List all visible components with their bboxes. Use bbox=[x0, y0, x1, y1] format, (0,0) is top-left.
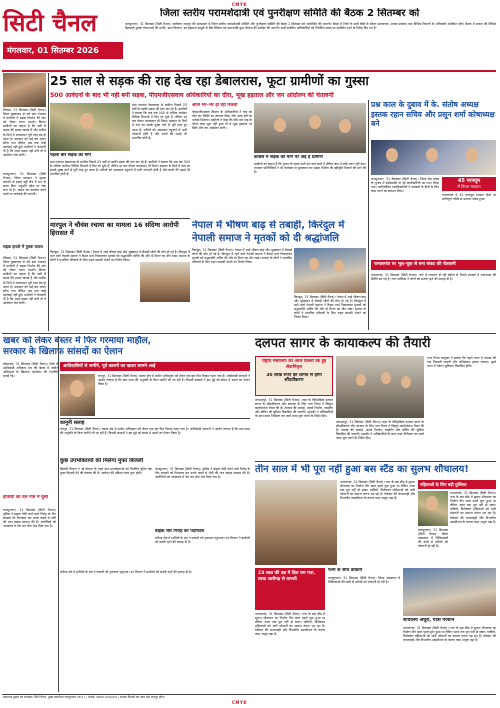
crime-side-text: जशपुरनगर, 31 सितम्बर (सिटी चैनल)। पुलिस ने बाइक चोरी करने वाले गिरोह के तीन सदस्यों को गिरफ्तार कर उनके कब्जे से चोरी की पांच बाइक बरामद की हैं। आरोपियों को न्यायालय में पेश कर जेल भेज दिया गया है। bbox=[3, 508, 56, 529]
lead-photo-2 bbox=[254, 103, 366, 153]
footer-imprint: प्रकाशक मुद्रक एवं संपादक: सिटी चैनल, मुख्य कार्यालय जशपुरनगर (छ.ग.) | संपर्क: 9893 XXXXXX | समस्त विवादों का न्याय क्षेत्र जशपुर होगा। bbox=[3, 695, 165, 699]
nepal-text-2: किरंदुल, 31 सितम्बर (सिटी चैनल)। नेपाल में आई भीषण बाढ़ और भूस्खलन में सैकड़ों लोगों की मौत हो गई है। किरंदुल में रहने वाले नेपाली समाज ने कैंडल मार्च निकालकर मृतकों को श्रद्धांजलि अर्पित की और दो मिनट का मौन रखा। समाज के लोगों ने प्रभावित परिवारों के लिए राहत सामग्री भेजने का निर्णय लिया। bbox=[294, 295, 366, 320]
dalpat-right-text: नगर निगम आयुक्त ने बताया कि पहले चरण में तालाब की गाद निकाली जाएगी और अतिक्रमण हटाया जाएगा। दूसरे चरण में पर्यटन सुविधाएं विकसित होंगी। bbox=[427, 356, 496, 369]
bus-headline: तीन साल में भी पूरा नहीं हुआ बस स्टैंड का सुलभ शौचालय! bbox=[255, 464, 469, 475]
lead-headline: 25 साल से सड़क की राह देख रहा डेबालरास, फूटा ग्रामीणों का गुस्सा bbox=[50, 73, 369, 88]
lead-col2-headline: आज भर–भर हो रही रिकवी bbox=[192, 103, 238, 108]
bus-sub-headline: शौचालय अधूरा, यात्री परेशान bbox=[403, 618, 455, 623]
paper-name: सिटी चैनल bbox=[3, 8, 97, 37]
crime-mid-text: बिजली विभाग ने नई योजना के तहत पात्र उपभोक्ताओं को निर्धारित यूनिट तक मुफ्त बिजली देने की घोषणा की है। आवेदन की प्रक्रिया जल्द शुरू होगी। bbox=[60, 467, 152, 476]
right-badge-text: पत्थलगांव में 45 परफ्यूम मतदान केंद्रों पर शांतिपूर्ण तरीके से मतदान संपन्न हुआ। bbox=[442, 193, 496, 202]
left-sub-a: सड़क हादसे में युवक घायल bbox=[3, 244, 43, 249]
crime-headline: बाइक चोर गिरोह का पर्दाफाश bbox=[155, 529, 205, 534]
dalpat-text-2: जगदलपुर, 31 सितम्बर (सिटी चैनल)। शहर के ऐतिहासिक दलपत सागर के सौंदर्यीकरण और संरक्षण के लिए नगर निगम ने विस्तृत कार्ययोजना तैयार की है। तालाब की सफाई, पाथवे निर्माण, लाइटिंग और बोटिंग की सुविधा विकसित की जाएगी। महापौर ने अधिकारियों के साथ स्थल निरीक्षण कर कार्य जल्द शुरू करने के निर्देश दिए। bbox=[336, 420, 424, 441]
nepal-photo bbox=[294, 248, 366, 293]
bastar-text-2: रायपुर, 31 सितम्बर (सिटी चैनल)। बस्तर क्षेत्र में जमीन अधिग्रहण को लेकर एक बार फिर विवाद गहरा गया है। आदिवासी संगठनों ने आरोप लगाया है कि ग्राम सभा की अनुमति के बिना जमीनें ली जा रही हैं। विपक्षी सांसदों ने इस मुद्दे को संसद में उठाने का ऐलान किया है। bbox=[60, 427, 250, 436]
bastar-side-text: कोंडागांव, 31 सितम्बर (सिटी चैनल)। जिले में आदिवासी अधिकार मंच की बैठक में जमीन अधिग्रहण के खिलाफ आंदोलन की रणनीति बनाई गई। bbox=[3, 362, 58, 379]
bus-photo-left bbox=[255, 480, 337, 565]
left-photo bbox=[3, 73, 46, 107]
suspects-box bbox=[50, 218, 190, 248]
crime-mid-headline: कुछ उपभोक्तायों को मिलेगा मुफ्त बिजली bbox=[60, 458, 144, 464]
bus-text: पत्थलगांव, 31 सितम्बर (सिटी चैनल)। नगर के बस स्टैंड में सुलभ शौचालय का निर्माण तीन साल पहले शुरू हुआ था लेकिन आज तक पूरा नहीं हो सका। यात्रियों, विशेषकर महिलाओं को भारी परेशानी का सामना करना पड़ रहा है। ठेकेदार की लापरवाही और विभागीय उदासीनता के कारण काम अधूरा पड़ा है। bbox=[340, 480, 415, 501]
dalpat-sub-headline: राष्ट्रीय मेंबरशिप को आज दिल्ली कि हुई सेवानिवृत्त bbox=[261, 359, 327, 370]
bus-right-text-2: जशपुरनगर, 31 सितम्बर (सिटी चैनल)। जिला अस्पताल में चिकित्सकों की कमी से मरीजों को परेशानी हो रही है। bbox=[418, 528, 448, 549]
bus-box bbox=[255, 568, 325, 610]
bastar-box-title: कानूनी सलाह bbox=[60, 420, 85, 426]
left-intro-text: रविवार, 31 सितम्बर (सिटी चैनल)। जिला मुख्यालय से लगे ग्राम पंचायत में ग्रामीणों ने सड़क निर्माण की मांग को लेकर धरना प्रदर्शन किया। ग्रामीणों का कहना है कि वर्षों से सड़क की हालत खराब है और बारिश के दिनों में आवागमन पूरी तरह बंद हो जाता है। प्रशासन को कई बार ज्ञापन सौंपा गया लेकिन अब तक कोई कार्रवाई नहीं हुई। ग्रामीणों ने चेतावनी दी है कि जल्द सड़क नहीं बनी तो वे आंदोलन तेज करेंगे। bbox=[3, 108, 46, 158]
masthead-rule bbox=[2, 70, 496, 72]
cmyk-mark-top: CMYK bbox=[232, 2, 247, 7]
right-top-headline: प्रश्न काल के दुबाव में के. संतोष अध्यक्ष इस्तक रहान सचिव और प्रसून शर्मा कोषाध्यक्ष बने bbox=[371, 100, 495, 128]
lead-subhead: 500 आवेदनों के बाद भी नहीं बनी सड़क, पीएमजीएसवाय अधिकारियों का दौरा, भूख हड़ताल और जन आंदोलन की चेतावनी bbox=[50, 92, 334, 99]
bus-mid-headline: पत्नी के साथ डॉक्टरी bbox=[328, 568, 363, 573]
suspects-text: किरंदुल, 31 सितम्बर (सिटी चैनल)। नेपाल में आई भीषण बाढ़ और भूस्खलन में सैकड़ों लोगों की मौत हो गई है। किरंदुल में रहने वाले नेपाली समाज ने कैंडल मार्च निकालकर मृतकों को श्रद्धांजलि अर्पित की और दो मिनट का मौन रखा। समाज के लोगों ने प्रभावित परिवारों के लिए राहत सामग्री भेजने का निर्णय लिया। bbox=[50, 250, 190, 263]
lead-col2-text: पीएमजीएसवाय विभाग के अधिकारियों ने गांव का दौरा कर स्थिति का जायजा लिया और जल्द सर्वे का भरोसा दिलाया। ग्रामीणों ने कहा कि यदि एक माह के भीतर काम शुरू नहीं हुआ तो वे भूख हड़ताल पर बैठेंगे और जन आंदोलन करेंगे। bbox=[192, 110, 252, 131]
top-text: जशपुरनगर, 31 सितम्बर (सिटी चैनल)। कलेक्टर जशपुर की अध्यक्षता में जिला स्तरीय परामर्शदात्री समिति और पुनरीक्षण समिति की बैठक 2 सितम्बर को आयोजित की जाएगी। बैठक में जिले के सभी बैंकों के जिला समन्वयक, शाखा प्रबंधक तथा विभिन्न विभागों के अधिकारी उपस्थित रहेंगे। बैठक में शासन की विभिन्न हितग्राही मूलक योजनाओं की प्रगति, ऋण वितरण, स्व सहायता समूहों के बैंक लिंकेज एवं प्रधानमंत्री मुद्रा योजना की समीक्षा की जाएगी। सभी संबंधित अधिकारियों को निर्धारित समय पर उपस्थित रहने के निर्देश दिए गए हैं। bbox=[125, 22, 496, 31]
left-sub-a-text: रविवार, 31 सितम्बर (सिटी चैनल)। जिला मुख्यालय से लगे ग्राम पंचायत में ग्रामीणों ने सड़क निर्माण की मांग को लेकर धरना प्रदर्शन किया। ग्रामीणों का कहना है कि वर्षों से सड़क की हालत खराब है और बारिश के दिनों में आवागमन पूरी तरह बंद हो जाता है। प्रशासन को कई बार ज्ञापन सौंपा गया लेकिन अब तक कोई कार्रवाई नहीं हुई। ग्रामीणों ने चेतावनी दी है कि जल्द सड़क नहीं बनी तो वे आंदोलन तेज करेंगे। bbox=[3, 256, 46, 306]
bus-right-text: पत्थलगांव, 31 सितम्बर (सिटी चैनल)। नगर के बस स्टैंड में सुलभ शौचालय का निर्माण तीन साल पहले शुरू हुआ था लेकिन आज तक पूरा नहीं हो सका। यात्रियों, विशेषकर महिलाओं को भारी परेशानी का सामना करना पड़ रहा है। ठेकेदार की लापरवाही और विभागीय उदासीनता के कारण काम अधूरा पड़ा है। bbox=[450, 491, 496, 524]
suspects-headline: मारपुल ने चौवंश रचाया का मामला 16 संदिग्ध आरोपी हिरासत में bbox=[50, 221, 179, 237]
nepal-headline: नेपाल में भीषण बाढ़ से तबाही, किरंदुल में नेपाली समाज ने मृतकों को दी श्रद्धांजलि bbox=[192, 220, 345, 244]
lower-left-rule bbox=[58, 336, 59, 692]
bus-lower-text: पत्थलगांव, 31 सितम्बर (सिटी चैनल)। नगर के बस स्टैंड में सुलभ शौचालय का निर्माण तीन साल पहले शुरू हुआ था लेकिन आज तक पूरा नहीं हो सका। यात्रियों, विशेषकर महिलाओं को भारी परेशानी का सामना करना पड़ रहा है। ठेकेदार की लापरवाही और विभागीय उदासीनता के कारण काम अधूरा पड़ा है। bbox=[255, 612, 325, 637]
crime-side-headline: हाथियों का दल गांव में घुसा bbox=[3, 495, 49, 500]
crime-text-2: बगीचा क्षेत्र में हाथियों के दल ने फसलों को नुकसान पहुंचाया। वन विभाग ने ग्रामीणों को सतर्क रहने की सलाह दी है। bbox=[155, 536, 250, 545]
dalpat-photo bbox=[336, 356, 424, 418]
cmyk-mark-bottom: CMYK bbox=[232, 700, 247, 705]
nepal-text: किरंदुल, 31 सितम्बर (सिटी चैनल)। नेपाल में आई भीषण बाढ़ और भूस्खलन में सैकड़ों लोगों की मौत हो गई है। किरंदुल में रहने वाले नेपाली समाज ने कैंडल मार्च निकालकर मृतकों को श्रद्धांजलि अर्पित की और दो मिनट का मौन रखा। समाज के लोगों ने प्रभावित परिवारों के लिए राहत सामग्री भेजने का निर्णय लिया। bbox=[192, 248, 292, 265]
bastar-subhead: आदिवासियों से जमीनें, पूर्व कलमों का खतरा सामने आई bbox=[60, 362, 250, 371]
lead-col3-text: ग्रामीणों का कहना है कि चुनाव के समय सभी दल वादे करते हैं लेकिन बाद में कोई ध्यान नहीं देता। पंचायत प्रतिनिधियों ने भी कलेक्टर से मुलाकात कर सड़क निर्माण की स्वीकृति दिलाने की मांग की है। bbox=[254, 162, 366, 175]
lead-col1-text: ग्राम पंचायत डेबालरास के ग्रामीण पिछले 25 वर्षों से पक्की सड़क की मांग कर रहे हैं। ग्रामीणों ने बताया कि अब तक 500 से अधिक आवेदन विभिन्न विभागों में दिए जा चुके हैं, लेकिन हर बार केवल आश्वासन ही मिला। बरसात के दिनों में गांव का संपर्क मुख्य मार्ग से पूरी तरह टूट जाता है। मरीजों को अस्पताल पहुंचाने में भारी परेशानी होती है और बच्चों की पढ़ाई भी प्रभावित होती है। bbox=[50, 160, 190, 177]
bastar-box bbox=[60, 418, 250, 427]
pathalgaon-headline: पत्थलगांव पर भूल–चूक से बना संकट की चेतावनी bbox=[371, 260, 496, 270]
dalpat-box bbox=[255, 356, 333, 396]
bus-banner: महिलाओं के लिए बड़ी मुश्किल bbox=[418, 480, 496, 489]
dalpat-box-headline: 30 लाख रुपए की लागत से होगा सौंदर्यीकरण bbox=[266, 372, 322, 384]
left-more-text: जशपुरनगर, 31 सितम्बर (सिटी चैनल)। जिला प्रशासन ने सुरक्षा कारणों से हवाई पट्टी क्षेत्र में रात के समय बिना अनुमति प्रवेश पर रोक लगा दी है। आदेश का उल्लंघन करने वालों पर कार्रवाई की जाएगी। bbox=[3, 172, 46, 197]
pathalgaon-text: पत्थलगांव, 31 सितम्बर (सिटी चैनल)। नगर में लगातार हो रही बारिश से निचले इलाकों में जलभराव की स्थिति बन गई है। नगर पालिका ने लोगों को सतर्क रहने की सलाह दी है। bbox=[371, 273, 496, 282]
date-line: मंगलवार, 01 सितम्बर 2026 bbox=[3, 42, 123, 59]
bus-box-text: 23 साल की उम्र में दिल थम गया, लाख अलीगढ़ से वापसी bbox=[258, 571, 316, 582]
right-top-photo bbox=[371, 140, 496, 175]
suspects-photo bbox=[140, 262, 190, 302]
dalpat-text: जगदलपुर, 31 सितम्बर (सिटी चैनल)। शहर के ऐतिहासिक दलपत सागर के सौंदर्यीकरण और संरक्षण के लिए नगर निगम ने विस्तृत कार्ययोजना तैयार की है। तालाब की सफाई, पाथवे निर्माण, लाइटिंग और बोटिंग की सुविधा विकसित की जाएगी। महापौर ने अधिकारियों के साथ स्थल निरीक्षण कर कार्य जल्द शुरू करने के निर्देश दिए। bbox=[255, 398, 333, 419]
crime-text: जशपुरनगर, 31 सितम्बर (सिटी चैनल)। पुलिस ने बाइक चोरी करने वाले गिरोह के तीन सदस्यों को गिरफ्तार कर उनके कब्जे से चोरी की पांच बाइक बरामद की हैं। आरोपियों को न्यायालय में पेश कर जेल भेज दिया गया है। bbox=[155, 467, 250, 480]
right-badge bbox=[442, 177, 496, 191]
masthead bbox=[3, 8, 123, 68]
bastar-text: रायपुर, 31 सितम्बर (सिटी चैनल)। बस्तर क्षेत्र में जमीन अधिग्रहण को लेकर एक बार फिर विवाद गहरा गया है। आदिवासी संगठनों ने आरोप लगाया है कि ग्राम सभा की अनुमति के बिना जमीनें ली जा रही हैं। विपक्षी सांसदों ने इस मुद्दे को संसद में उठाने का ऐलान किया है। bbox=[98, 374, 250, 387]
lead-col3-headline: कांग्रेस में सड़क की मांग पर अड़े हैं ग्रामीण bbox=[254, 155, 323, 160]
top-headline: जिला स्तरीय परामर्शदात्री एवं पुनरीक्षण समिति की बैठक 2 सितम्बर को bbox=[160, 8, 420, 19]
bastar-headline: खबर को लेकर बस्तर में फिर गरमाया माहौल, सरकार के खिलाफ सांसदों का ऐलान bbox=[3, 336, 152, 357]
mid-rule bbox=[2, 333, 496, 334]
lead-photo-1 bbox=[50, 103, 130, 151]
lead-col1-text-a: ग्राम पंचायत डेबालरास के ग्रामीण पिछले 25 वर्षों से पक्की सड़क की मांग कर रहे हैं। ग्रामीणों ने बताया कि अब तक 500 से अधिक आवेदन विभिन्न विभागों में दिए जा चुके हैं, लेकिन हर बार केवल आश्वासन ही मिला। बरसात के दिनों में गांव का संपर्क मुख्य मार्ग से पूरी तरह टूट जाता है। मरीजों को अस्पताल पहुंचाने में भारी परेशानी होती है और बच्चों की पढ़ाई भी प्रभावित होती है। bbox=[132, 103, 187, 140]
lead-col1-headline: पहली बार सड़क की मांग bbox=[50, 153, 91, 158]
right-top-text: जशपुरनगर, 31 सितम्बर (सिटी चैनल)। जिला प्रेस क्लब के चुनाव में सर्वसम्मति से नई कार्यकारिणी का गठन किया गया। नवनिर्वाचित पदाधिकारियों ने पत्रकारों के हितों के लिए काम करने का संकल्प लिया। bbox=[371, 177, 439, 194]
left-col-rule bbox=[48, 73, 49, 331]
right-badge-sub: में निगल मतदान bbox=[457, 184, 481, 189]
right-col-rule bbox=[368, 100, 369, 330]
dalpat-headline: दलपत सागर के कायाकल्प की तैयारी bbox=[255, 336, 431, 351]
bus-rule bbox=[255, 461, 496, 462]
bus-portrait bbox=[418, 491, 448, 526]
right-badge-title: 45 परफ्यूम bbox=[457, 178, 481, 184]
bus-mid-text: जशपुरनगर, 31 सितम्बर (सिटी चैनल)। जिला अस्पताल में चिकित्सकों की कमी से मरीजों को परेशानी हो रही है। bbox=[328, 576, 400, 585]
bus-right-lower-text: पत्थलगांव, 31 सितम्बर (सिटी चैनल)। नगर के बस स्टैंड में सुलभ शौचालय का निर्माण तीन साल पहले शुरू हुआ था लेकिन आज तक पूरा नहीं हो सका। यात्रियों, विशेषकर महिलाओं को भारी परेशानी का सामना करना पड़ रहा है। ठेकेदार की लापरवाही और विभागीय उदासीनता के कारण काम अधूरा पड़ा है। bbox=[403, 626, 496, 643]
crime-lower-text: बगीचा क्षेत्र में हाथियों के दल ने फसलों को नुकसान पहुंचाया। वन विभाग ने ग्रामीणों को सतर्क रहने की सलाह दी है। bbox=[60, 570, 192, 574]
bastar-portrait bbox=[60, 374, 95, 416]
bus-photo-right bbox=[403, 568, 496, 616]
